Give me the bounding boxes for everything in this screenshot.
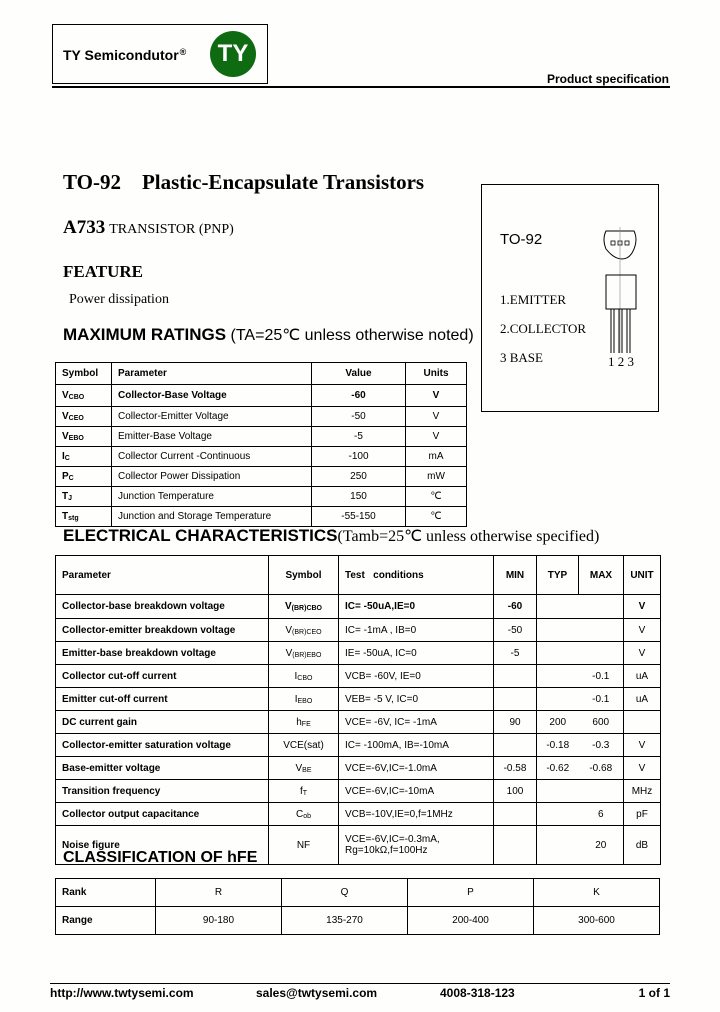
package-name: TO-92: [500, 231, 543, 248]
company-logo: [52, 24, 268, 84]
condition-cell: VCE=-6V,IC=-10mA: [339, 780, 494, 803]
typ-cell: [537, 688, 579, 711]
max-cell: -0.1: [579, 688, 624, 711]
parameter-cell: Noise figure: [56, 826, 269, 865]
symbol-cell: $T_J$: [56, 487, 112, 507]
table-row: [56, 757, 661, 780]
page-number: 1 of 1: [638, 986, 670, 1000]
email-link[interactable]: sales@twtysemi.com: [256, 986, 378, 1000]
table-row: [56, 780, 661, 803]
parameter-cell: Emitter-Base Voltage: [112, 427, 312, 447]
condition-cell: IC= -1mA , IB=0: [339, 619, 494, 642]
parameter-cell: Base-emitter voltage: [56, 757, 269, 780]
table-row: [56, 642, 661, 665]
part-description: TRANSISTOR (PNP): [109, 222, 234, 237]
unit-cell: mW: [406, 467, 467, 487]
value-cell: 250: [312, 467, 406, 487]
symbol-cell: $V_{CEO}$: [56, 407, 112, 427]
table-row: [56, 407, 467, 427]
table-row: [56, 507, 467, 527]
unit-cell: pF: [624, 803, 661, 826]
symbol-cell: $V_{CBO}$: [56, 385, 112, 407]
max-cell: [579, 595, 624, 619]
max-ratings-heading: MAXIMUM RATINGS (TA=25℃ unless otherwise noted): [63, 325, 474, 344]
min-cell: -5: [494, 642, 537, 665]
max-cell: 20: [579, 826, 624, 865]
value-cell: -5: [312, 427, 406, 447]
value-cell: -100: [312, 447, 406, 467]
parameter-cell: Collector-base breakdown voltage: [56, 595, 269, 619]
value-cell: -60: [312, 385, 406, 407]
unit-cell: MHz: [624, 780, 661, 803]
typ-cell: [537, 642, 579, 665]
condition-cell: VCB= -60V, IE=0: [339, 665, 494, 688]
to92-package-icon: [600, 225, 640, 355]
parameter-cell: Collector-Emitter Voltage: [112, 407, 312, 427]
table-row: [56, 619, 661, 642]
table-row: [56, 665, 661, 688]
range-row: Range 90-180 135-270 200-400 300-600: [56, 907, 660, 935]
max-cell: 600: [579, 711, 624, 734]
hfe-classification-table: [55, 878, 660, 935]
symbol-cell: VCE(sat): [269, 734, 339, 757]
table-header-row: Parameter Symbol Test conditions MIN TYP MAX UNIT: [56, 556, 661, 595]
unit-cell: ℃: [406, 507, 467, 527]
website-link[interactable]: http://www.twtysemi.com: [50, 986, 194, 1000]
parameter-cell: Collector cut-off current: [56, 665, 269, 688]
pin-label: 1.EMITTER: [500, 292, 567, 307]
page-title: TO-92 Plastic-Encapsulate Transistors: [63, 170, 425, 194]
symbol-cell: $V_{BE}$: [269, 757, 339, 780]
parameter-cell: DC current gain: [56, 711, 269, 734]
unit-cell: V: [624, 734, 661, 757]
typ-cell: -0.62: [537, 757, 579, 780]
symbol-cell: $V_{(BR)CEO}$: [269, 619, 339, 642]
package-diagram-box: [481, 184, 659, 412]
max-cell: -0.68: [579, 757, 624, 780]
parameter-cell: Emitter-base breakdown voltage: [56, 642, 269, 665]
table-row: [56, 385, 467, 407]
parameter-cell: Collector-emitter saturation voltage: [56, 734, 269, 757]
parameter-cell: Collector-emitter breakdown voltage: [56, 619, 269, 642]
unit-cell: V: [624, 619, 661, 642]
value-cell: 150: [312, 487, 406, 507]
parameter-cell: Collector Power Dissipation: [112, 467, 312, 487]
symbol-cell: $f_T$: [269, 780, 339, 803]
min-cell: [494, 803, 537, 826]
max-ratings-table: [55, 362, 467, 527]
max-cell: 6: [579, 803, 624, 826]
feature-item: Power dissipation: [69, 292, 169, 307]
table-header-row: Symbol Parameter Value Units: [56, 363, 467, 385]
pin-numbers: 1 2 3: [608, 354, 634, 369]
symbol-cell: $T_{stg}$: [56, 507, 112, 527]
condition-cell: IC= -100mA, IB=-10mA: [339, 734, 494, 757]
symbol-cell: $I_C$: [56, 447, 112, 467]
unit-cell: V: [406, 407, 467, 427]
parameter-cell: Collector Current -Continuous: [112, 447, 312, 467]
symbol-cell: $P_C$: [56, 467, 112, 487]
unit-cell: V: [624, 757, 661, 780]
typ-cell: 200: [537, 711, 579, 734]
table-row: [56, 427, 467, 447]
unit-cell: ℃: [406, 487, 467, 507]
pin-label: 2.COLLECTOR: [500, 321, 587, 336]
typ-cell: [537, 595, 579, 619]
symbol-cell: $V_{(BR)EBO}$: [269, 642, 339, 665]
table-row: [56, 487, 467, 507]
phone-number: 4008-318-123: [440, 986, 515, 1000]
symbol-cell: $V_{EBO}$: [56, 427, 112, 447]
registered-mark: ®: [179, 47, 187, 57]
table-row: [56, 803, 661, 826]
unit-cell: V: [406, 385, 467, 407]
feature-heading: FEATURE: [63, 262, 143, 281]
condition-cell: VCE= -6V, IC= -1mA: [339, 711, 494, 734]
table-row: [56, 688, 661, 711]
unit-cell: uA: [624, 665, 661, 688]
unit-cell: V: [624, 595, 661, 619]
condition-cell: VCE=-6V,IC=-0.3mA, Rg=10kΩ,f=100Hz: [339, 826, 494, 865]
min-cell: [494, 688, 537, 711]
footer-divider: [50, 983, 670, 984]
table-row: [56, 447, 467, 467]
symbol-cell: $h_{FE}$: [269, 711, 339, 734]
electrical-characteristics-table: [55, 555, 661, 865]
header-divider: [52, 86, 670, 88]
min-cell: -60: [494, 595, 537, 619]
unit-cell: dB: [624, 826, 661, 865]
product-specification-label: Product specification: [546, 72, 669, 86]
unit-cell: [624, 711, 661, 734]
condition-cell: VCB=-10V,IE=0,f=1MHz: [339, 803, 494, 826]
brand-name: TY Semicondutor: [63, 47, 179, 63]
typ-cell: -0.18: [537, 734, 579, 757]
table-row: [56, 467, 467, 487]
part-number: A733: [63, 217, 106, 238]
parameter-cell: Collector-Base Voltage: [112, 385, 312, 407]
min-cell: [494, 665, 537, 688]
value-cell: -55-150: [312, 507, 406, 527]
typ-cell: [537, 619, 579, 642]
min-cell: -50: [494, 619, 537, 642]
symbol-cell: $C_{ob}$: [269, 803, 339, 826]
unit-cell: V: [624, 642, 661, 665]
rank-row: Rank R Q P K: [56, 879, 660, 907]
unit-cell: mA: [406, 447, 467, 467]
table-row: [56, 595, 661, 619]
parameter-cell: Transition frequency: [56, 780, 269, 803]
max-cell: -0.3: [579, 734, 624, 757]
max-cell: [579, 619, 624, 642]
part-heading: [63, 217, 234, 239]
max-cell: -0.1: [579, 665, 624, 688]
parameter-cell: Junction Temperature: [112, 487, 312, 507]
min-cell: 100: [494, 780, 537, 803]
min-cell: [494, 826, 537, 865]
condition-cell: VCE=-6V,IC=-1.0mA: [339, 757, 494, 780]
pin-label: 3 BASE: [500, 350, 543, 365]
unit-cell: uA: [624, 688, 661, 711]
max-cell: [579, 780, 624, 803]
typ-cell: [537, 803, 579, 826]
min-cell: 90: [494, 711, 537, 734]
typ-cell: [537, 780, 579, 803]
typ-cell: [537, 826, 579, 865]
symbol-cell: NF: [269, 826, 339, 865]
typ-cell: [537, 665, 579, 688]
min-cell: -0.58: [494, 757, 537, 780]
parameter-cell: Junction and Storage Temperature: [112, 507, 312, 527]
max-cell: [579, 642, 624, 665]
condition-cell: IE= -50uA, IC=0: [339, 642, 494, 665]
min-cell: [494, 734, 537, 757]
table-row: [56, 711, 661, 734]
classification-heading: CLASSIFICATION OF hFE: [63, 849, 258, 866]
symbol-cell: $I_{EBO}$: [269, 688, 339, 711]
condition-cell: VEB= -5 V, IC=0: [339, 688, 494, 711]
symbol-cell: $V_{(BR)CBO}$: [269, 595, 339, 619]
unit-cell: V: [406, 427, 467, 447]
condition-cell: IC= -50uA,IE=0: [339, 595, 494, 619]
electrical-heading: ELECTRICAL CHARACTERISTICS(Tamb=25℃ unless otherwise specified): [63, 526, 600, 545]
symbol-cell: $I_{CBO}$: [269, 665, 339, 688]
logo-mark: TY: [210, 31, 256, 77]
parameter-cell: Emitter cut-off current: [56, 688, 269, 711]
value-cell: -50: [312, 407, 406, 427]
parameter-cell: Collector output capacitance: [56, 803, 269, 826]
table-row: [56, 734, 661, 757]
